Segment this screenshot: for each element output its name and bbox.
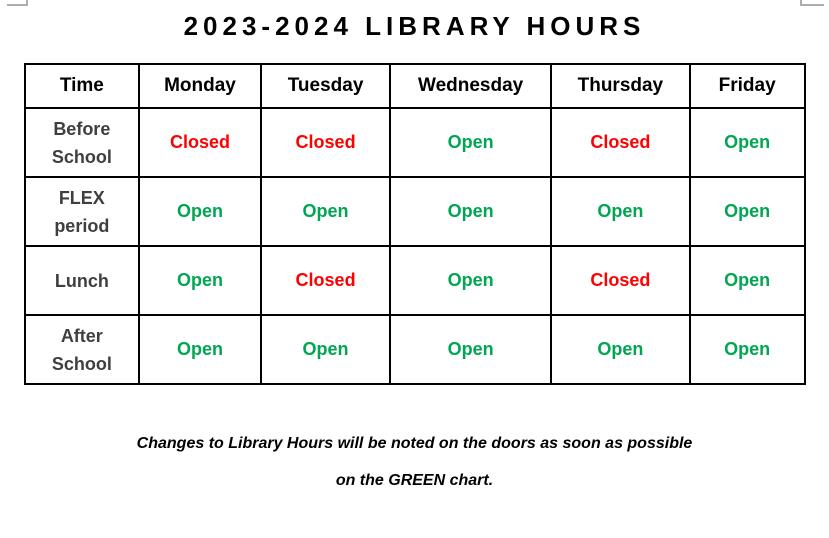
status-cell: Open (390, 315, 551, 384)
table-row (25, 315, 805, 384)
status-cell: Open (390, 246, 551, 315)
row-label-text: Lunch (54, 270, 109, 291)
row-label-text: FLEX period (54, 187, 110, 236)
status-cell: Closed (551, 108, 690, 177)
row-label-lunch (25, 246, 140, 315)
footer-note (0, 435, 829, 490)
status-cell: Open (261, 315, 390, 384)
status-cell: Open (551, 315, 690, 384)
column-header-wednesday: Wednesday (390, 64, 551, 108)
status-cell: Closed (261, 108, 390, 177)
page-edge-mark-right (800, 0, 824, 6)
table-row (25, 177, 805, 246)
status-cell: Closed (261, 246, 390, 315)
status-cell: Closed (551, 246, 690, 315)
status-cell: Open (551, 177, 690, 246)
status-cell: Open (690, 315, 805, 384)
row-label-text: Before School (51, 118, 112, 167)
status-cell: Open (139, 315, 261, 384)
status-cell: Closed (139, 108, 261, 177)
column-header-time: Time (25, 64, 140, 108)
status-cell: Open (690, 108, 805, 177)
library-hours-table (24, 63, 806, 385)
column-header-thursday: Thursday (551, 64, 690, 108)
status-cell: Open (139, 246, 261, 315)
row-label-text: After School (51, 325, 112, 374)
column-header-friday: Friday (690, 64, 805, 108)
row-label-flex-period (25, 177, 140, 246)
row-label-before-school (25, 108, 140, 177)
column-header-monday: Monday (139, 64, 261, 108)
status-cell: Open (261, 177, 390, 246)
table-row (25, 108, 805, 177)
status-cell: Open (690, 177, 805, 246)
column-header-tuesday: Tuesday (261, 64, 390, 108)
status-cell: Open (139, 177, 261, 246)
status-cell: Open (390, 177, 551, 246)
page-title: 2023-2024 LIBRARY HOURS (183, 11, 646, 41)
row-label-after-school (25, 315, 140, 384)
status-cell: Open (690, 246, 805, 315)
page-edge-mark-left (7, 0, 28, 6)
footer-note-line1: Changes to Library Hours will be noted on the doors as soon as possible (136, 435, 693, 452)
footer-note-line2: on the GREEN chart. (335, 472, 494, 489)
table-row (25, 246, 805, 315)
header-row (25, 64, 805, 108)
status-cell: Open (390, 108, 551, 177)
